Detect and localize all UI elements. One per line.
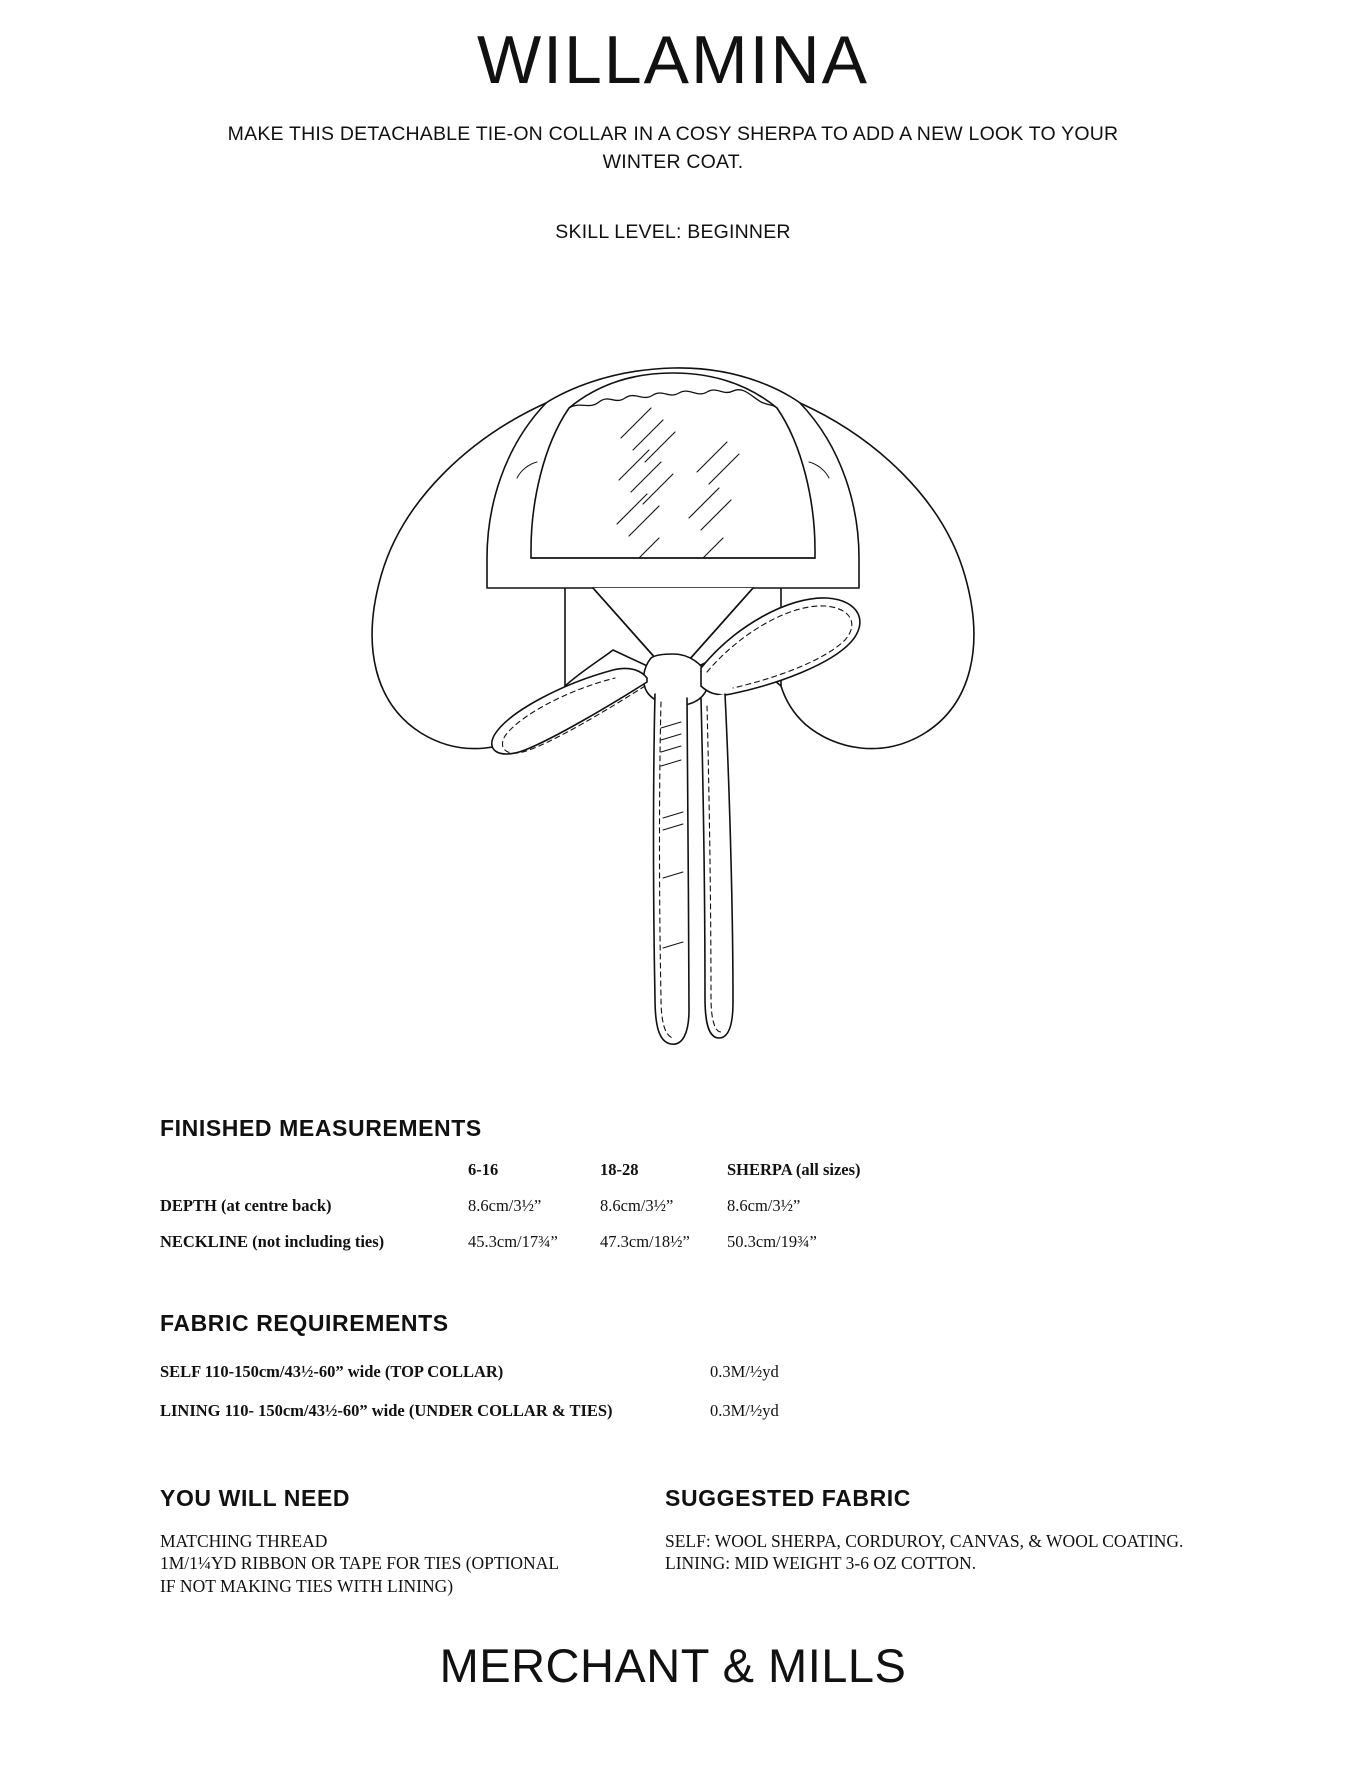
column-header-blank (160, 1160, 468, 1190)
cell-neckline-18-28: 47.3cm/18½” (600, 1232, 690, 1251)
column-header-size-18-28: 18-28 (600, 1160, 639, 1179)
column-header-sherpa: SHERPA (all sizes) (727, 1160, 861, 1179)
fabric-requirements-table (160, 1355, 779, 1433)
skill-level: SKILL LEVEL: BEGINNER (555, 220, 791, 243)
brand-footer: MERCHANT & MILLS (439, 1639, 907, 1692)
cell-self-amount: 0.3M/½yd (710, 1362, 779, 1381)
row-label-lining: LINING 110- 150cm/43½-60” wide (UNDER COLLAR & TIES) (160, 1401, 613, 1420)
suggested-fabric-line-1: SELF: WOOL SHERPA, CORDUROY, CANVAS, & WOOL COATING. (665, 1531, 1184, 1551)
finished-measurements-section (160, 1115, 927, 1262)
page-subtitle: MAKE THIS DETACHABLE TIE-ON COLLAR IN A COSY SHERPA TO ADD A NEW LOOK TO YOUR WINTER COAT. (227, 123, 1119, 174)
cell-depth-6-16: 8.6cm/3½” (468, 1196, 542, 1215)
table-row (160, 1394, 779, 1433)
fabric-requirements-heading: FABRIC REQUIREMENTS (160, 1310, 449, 1336)
table-row (160, 1355, 779, 1394)
column-header-size-6-16: 6-16 (468, 1160, 499, 1179)
finished-measurements-table (160, 1160, 927, 1262)
you-will-need-line-2: 1M/1¼YD RIBBON OR TAPE FOR TIES (OPTIONAL (160, 1553, 560, 1574)
fabric-requirements-section (160, 1310, 779, 1433)
cell-depth-18-28: 8.6cm/3½” (600, 1196, 674, 1215)
suggested-fabric-line-2: LINING: MID WEIGHT 3-6 OZ COTTON. (665, 1553, 977, 1574)
suggested-fabric-heading: SUGGESTED FABRIC (665, 1485, 912, 1511)
page-title: WILLAMINA (476, 22, 870, 98)
you-will-need-line-1: MATCHING THREAD (160, 1531, 328, 1551)
you-will-need-section (160, 1485, 640, 1597)
collar-illustration (0, 258, 1346, 1058)
table-row (160, 1190, 927, 1226)
cell-depth-sherpa: 8.6cm/3½” (727, 1196, 801, 1215)
cell-neckline-sherpa: 50.3cm/19¾” (727, 1232, 817, 1251)
you-will-need-line-3: IF NOT MAKING TIES WITH LINING) (160, 1575, 454, 1596)
suggested-fabric-list (665, 1530, 1190, 1575)
suggested-fabric-section (665, 1485, 1190, 1575)
you-will-need-list (160, 1530, 640, 1597)
row-label-depth: DEPTH (at centre back) (160, 1196, 332, 1215)
you-will-need-heading: YOU WILL NEED (160, 1485, 351, 1511)
cell-neckline-6-16: 45.3cm/17¾” (468, 1232, 558, 1251)
row-label-self: SELF 110-150cm/43½-60” wide (TOP COLLAR) (160, 1362, 504, 1381)
table-header-row (160, 1160, 927, 1190)
cell-lining-amount: 0.3M/½yd (710, 1401, 779, 1420)
row-label-neckline: NECKLINE (not including ties) (160, 1232, 385, 1251)
table-row (160, 1226, 927, 1262)
finished-measurements-heading: FINISHED MEASUREMENTS (160, 1115, 482, 1141)
